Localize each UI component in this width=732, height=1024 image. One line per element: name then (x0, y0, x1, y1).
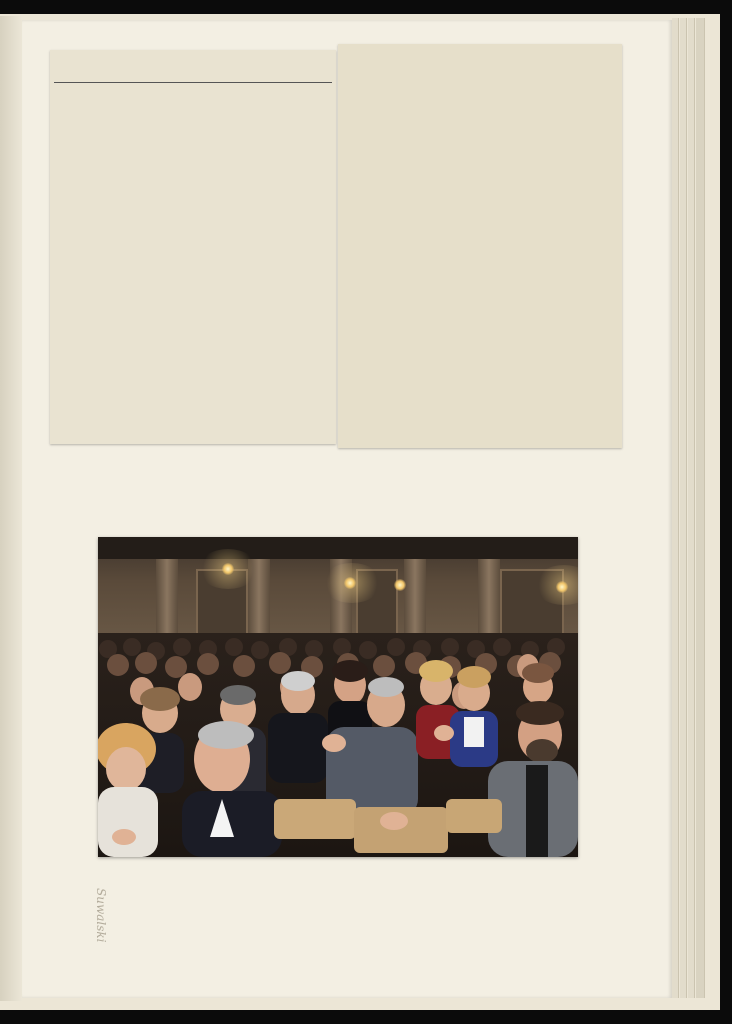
masthead (54, 54, 336, 82)
page-edge (696, 18, 705, 998)
upside-down-clipping (338, 44, 622, 448)
article-column-2 (198, 186, 334, 442)
article-column-2 (348, 78, 476, 378)
newspaper-clipping-arie (50, 50, 336, 444)
page-edge (688, 18, 695, 998)
article-column-1 (486, 78, 614, 378)
page-edge (680, 18, 687, 998)
article-column-1 (58, 186, 188, 442)
audience-crowd (98, 537, 578, 857)
masthead-rule (54, 82, 332, 83)
album-spine (0, 16, 22, 1001)
page-edge (672, 18, 679, 998)
pencil-note: Suwalski (94, 888, 108, 943)
article-body (58, 186, 336, 442)
newspaper-clipping-kwiecien (338, 44, 622, 448)
audience-photograph (98, 537, 578, 857)
article-body (346, 78, 614, 378)
